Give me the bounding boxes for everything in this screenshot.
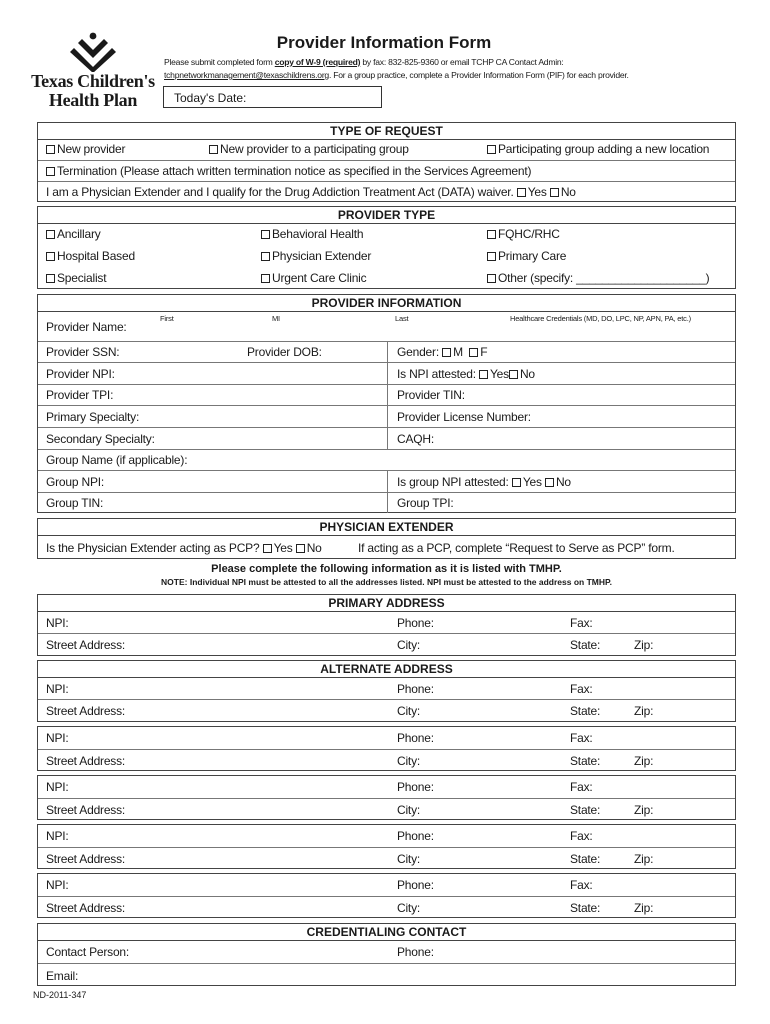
first-name-label: First xyxy=(160,314,174,323)
fax-field[interactable]: Fax: xyxy=(570,616,593,630)
state-field[interactable]: State: xyxy=(570,803,601,817)
instr-text-post: . For a group practice, complete a Provider Information Form (PIF) for each provider. xyxy=(328,70,629,80)
primary-address-section xyxy=(37,594,736,656)
yes-label: Yes xyxy=(489,367,509,381)
checkbox-no[interactable] xyxy=(509,370,518,379)
group-name-row xyxy=(38,449,735,470)
data-waiver-question xyxy=(46,185,576,199)
ptype-row-3 xyxy=(38,267,735,289)
credentials-label: Healthcare Credentials (MD, DO, LPC, NP, APN, PA, etc.) xyxy=(510,314,691,323)
fax-field[interactable]: Fax: xyxy=(570,731,593,745)
city-field[interactable]: City: xyxy=(397,803,421,817)
alternate-address-block xyxy=(37,726,736,771)
state-field[interactable]: State: xyxy=(570,704,601,718)
section-title: PROVIDER TYPE xyxy=(38,207,735,224)
street-address-field[interactable]: Street Address: xyxy=(46,704,126,718)
address-row-npi xyxy=(38,677,735,699)
fax-field[interactable]: Fax: xyxy=(570,829,593,843)
phone-field[interactable]: Phone: xyxy=(397,731,434,745)
section-title: CREDENTIALING CONTACT xyxy=(38,924,735,941)
npi-field[interactable]: NPI: xyxy=(46,731,69,745)
tch-logo-icon xyxy=(68,30,118,72)
checkbox-no[interactable] xyxy=(550,188,559,197)
todays-date-label: Today's Date: xyxy=(174,91,247,105)
group-npi-attested-label: Is group NPI attested: xyxy=(397,475,509,489)
street-address-field[interactable]: Street Address: xyxy=(46,852,126,866)
section-title: ALTERNATE ADDRESS xyxy=(38,661,735,678)
address-row-street xyxy=(38,633,735,656)
option-label: Other (specify: ____________________) xyxy=(498,271,710,285)
provider-information-section xyxy=(37,294,736,513)
credentialing-contact-section xyxy=(37,923,736,986)
no-label: No xyxy=(306,541,322,555)
yes-label: Yes xyxy=(527,185,547,199)
termination-option[interactable] xyxy=(46,164,531,178)
option-label: Specialist xyxy=(57,271,107,285)
provider-tpi-field[interactable]: Provider TPI: xyxy=(46,388,114,402)
mi-label: MI xyxy=(272,314,280,323)
phone-field[interactable]: Phone: xyxy=(397,616,434,630)
contact-phone-field[interactable]: Phone: xyxy=(397,945,434,959)
behavioral-health-option[interactable] xyxy=(261,227,363,241)
checkbox[interactable] xyxy=(261,274,270,283)
specialist-option[interactable] xyxy=(46,271,106,285)
form-title: Provider Information Form xyxy=(276,33,492,52)
pcp-question xyxy=(46,541,322,555)
address-row-npi xyxy=(38,825,735,847)
checkbox-yes[interactable] xyxy=(479,370,488,379)
provider-name-row[interactable] xyxy=(38,311,735,336)
address-row-street xyxy=(38,798,735,820)
hospital-based-option[interactable] xyxy=(46,249,135,263)
npi-field[interactable]: NPI: xyxy=(46,682,69,696)
ancillary-option[interactable] xyxy=(46,227,101,241)
alternate-address-block xyxy=(37,775,736,820)
option-label: New provider xyxy=(57,142,126,156)
section-title: PROVIDER INFORMATION xyxy=(38,295,735,312)
state-field[interactable]: State: xyxy=(570,638,601,652)
npi-attestation-note: NOTE: Individual NPI must be attested to all the addresses listed. NPI must be attested to the address on TMHP. xyxy=(161,577,612,587)
address-row-npi xyxy=(38,874,735,896)
urgent-care-option[interactable] xyxy=(261,271,366,285)
checkbox[interactable] xyxy=(261,252,270,261)
alternate-address-block xyxy=(37,873,736,918)
provider-type-section xyxy=(37,206,736,289)
checkbox[interactable] xyxy=(46,252,55,261)
group-tpi-field[interactable]: Group TPI: xyxy=(397,496,454,510)
address-row-npi xyxy=(38,727,735,749)
fqhc-rhc-option[interactable] xyxy=(487,227,560,241)
group-tin-field[interactable]: Group TIN: xyxy=(46,496,104,510)
caqh-field[interactable]: CAQH: xyxy=(397,432,435,446)
contact-email-field[interactable]: Email: xyxy=(46,969,79,983)
option-label: Primary Care xyxy=(498,249,567,263)
no-label: No xyxy=(555,475,571,489)
checkbox[interactable] xyxy=(487,274,496,283)
section-title: TYPE OF REQUEST xyxy=(38,123,735,140)
option-label: Ancillary xyxy=(57,227,101,241)
checkbox-yes[interactable] xyxy=(512,478,521,487)
logo-name-line1: Texas Children's xyxy=(31,71,155,91)
gender-label: Gender: xyxy=(397,345,439,359)
provider-name-label: Provider Name: xyxy=(46,320,127,334)
npi-field[interactable]: NPI: xyxy=(46,878,69,892)
zip-field[interactable]: Zip: xyxy=(634,803,654,817)
zip-field[interactable]: Zip: xyxy=(634,901,654,915)
instructions xyxy=(164,56,754,82)
provider-tin-field[interactable]: Provider TIN: xyxy=(397,388,465,402)
alternate-address-block xyxy=(37,824,736,869)
request-row-1 xyxy=(38,139,735,160)
street-address-field[interactable]: Street Address: xyxy=(46,901,126,915)
new-provider-to-group-option[interactable] xyxy=(209,142,409,156)
instr-text-mid: by fax: 832-825-9360 or email TCHP CA Contact Admin: xyxy=(360,57,564,67)
zip-field[interactable]: Zip: xyxy=(634,704,654,718)
checkbox-no[interactable] xyxy=(545,478,554,487)
instr-text: Please submit completed form xyxy=(164,57,275,67)
city-field[interactable]: City: xyxy=(397,901,421,915)
phone-field[interactable]: Phone: xyxy=(397,878,434,892)
section-title: PRIMARY ADDRESS xyxy=(38,595,735,612)
zip-field[interactable]: Zip: xyxy=(634,852,654,866)
tmhp-instruction: Please complete the following information as it is listed with TMHP. xyxy=(211,563,562,575)
checkbox[interactable] xyxy=(487,230,496,239)
gender-field xyxy=(397,345,487,359)
section-title: PHYSICIAN EXTENDER xyxy=(38,519,735,536)
checkbox-f[interactable] xyxy=(469,348,478,357)
contact-person-row xyxy=(38,940,735,963)
checkbox-yes[interactable] xyxy=(517,188,526,197)
question-label: I am a Physician Extender and I qualify for the Drug Addiction Treatment Act (DATA) waiver. xyxy=(46,185,514,199)
logo xyxy=(28,30,158,110)
f-label: F xyxy=(480,345,488,359)
option-label: Behavioral Health xyxy=(272,227,364,241)
license-number-field[interactable]: Provider License Number: xyxy=(397,410,531,424)
contact-person-field[interactable]: Contact Person: xyxy=(46,945,130,959)
checkbox[interactable] xyxy=(261,230,270,239)
primary-specialty-field[interactable]: Primary Specialty: xyxy=(46,410,140,424)
npi-attested-label: Is NPI attested: xyxy=(397,367,476,381)
option-label: Physician Extender xyxy=(272,249,372,263)
column-divider xyxy=(387,470,388,513)
option-label: Urgent Care Clinic xyxy=(272,271,367,285)
checkbox-yes[interactable] xyxy=(263,544,272,553)
type-of-request-section xyxy=(37,122,736,202)
group-npi-attested-field xyxy=(397,475,571,489)
state-field[interactable]: State: xyxy=(570,852,601,866)
no-label: No xyxy=(560,185,576,199)
street-address-field[interactable]: Street Address: xyxy=(46,638,126,652)
zip-field[interactable]: Zip: xyxy=(634,638,654,652)
no-label: No xyxy=(519,367,535,381)
yes-label: Yes xyxy=(273,541,293,555)
state-field[interactable]: State: xyxy=(570,901,601,915)
zip-field[interactable]: Zip: xyxy=(634,754,654,768)
city-field[interactable]: City: xyxy=(397,704,421,718)
checkbox[interactable] xyxy=(46,274,55,283)
npi-field[interactable]: NPI: xyxy=(46,829,69,843)
checkbox[interactable] xyxy=(487,145,496,154)
checkbox[interactable] xyxy=(46,167,55,176)
physician-extender-option[interactable] xyxy=(261,249,371,263)
state-field[interactable]: State: xyxy=(570,754,601,768)
street-address-field[interactable]: Street Address: xyxy=(46,754,126,768)
city-field[interactable]: City: xyxy=(397,638,421,652)
pcp-note: If acting as a PCP, complete “Request to Serve as PCP” form. xyxy=(358,541,675,555)
npi-field[interactable]: NPI: xyxy=(46,780,69,794)
new-provider-option[interactable] xyxy=(46,142,125,156)
checkbox-no[interactable] xyxy=(296,544,305,553)
checkbox-m[interactable] xyxy=(442,348,451,357)
secondary-specialty-field[interactable]: Secondary Specialty: xyxy=(46,432,155,446)
address-row-street xyxy=(38,749,735,771)
provider-npi-field[interactable]: Provider NPI: xyxy=(46,367,115,381)
address-row-street xyxy=(38,896,735,918)
contact-email-link[interactable]: tchpnetworkmanagement@texaschildrens.org xyxy=(164,70,329,80)
dob-field[interactable]: Provider DOB: xyxy=(247,345,322,359)
group-adding-location-option[interactable] xyxy=(487,142,709,156)
street-address-field[interactable]: Street Address: xyxy=(46,803,126,817)
fax-field[interactable]: Fax: xyxy=(570,780,593,794)
checkbox[interactable] xyxy=(46,145,55,154)
primary-care-option[interactable] xyxy=(487,249,566,263)
checkbox[interactable] xyxy=(487,252,496,261)
group-npi-field[interactable]: Group NPI: xyxy=(46,475,105,489)
m-label: M xyxy=(453,345,463,359)
ptype-row-1 xyxy=(38,223,735,245)
pcp-question-row xyxy=(38,535,735,559)
form-id: ND-2011-347 xyxy=(33,990,87,1000)
npi-attested-field xyxy=(397,367,535,381)
other-option[interactable] xyxy=(487,271,709,285)
city-field[interactable]: City: xyxy=(397,852,421,866)
address-row-npi xyxy=(38,776,735,798)
option-label: Hospital Based xyxy=(57,249,135,263)
physician-extender-section xyxy=(37,518,736,559)
ssn-field[interactable]: Provider SSN: xyxy=(46,345,120,359)
todays-date-field[interactable] xyxy=(163,86,382,108)
logo-name-line2: Health Plan xyxy=(48,90,138,110)
phone-field[interactable]: Phone: xyxy=(397,682,434,696)
fax-field[interactable]: Fax: xyxy=(570,682,593,696)
option-label: Participating group adding a new location xyxy=(498,142,710,156)
question-label: Is the Physician Extender acting as PCP? xyxy=(46,541,260,555)
npi-field[interactable]: NPI: xyxy=(46,616,69,630)
request-row-2 xyxy=(38,160,735,181)
option-label: FQHC/RHC xyxy=(498,227,560,241)
ptype-row-2 xyxy=(38,245,735,267)
column-divider xyxy=(387,341,388,449)
checkbox[interactable] xyxy=(46,230,55,239)
phone-field[interactable]: Phone: xyxy=(397,829,434,843)
fax-field[interactable]: Fax: xyxy=(570,878,593,892)
alternate-address-section xyxy=(37,660,736,722)
group-name-field[interactable]: Group Name (if applicable): xyxy=(46,453,188,467)
yes-label: Yes xyxy=(522,475,542,489)
address-row-npi xyxy=(38,611,735,633)
last-name-label: Last xyxy=(395,314,409,323)
address-row-street xyxy=(38,699,735,722)
checkbox[interactable] xyxy=(209,145,218,154)
option-label: New provider to a participating group xyxy=(220,142,409,156)
phone-field[interactable]: Phone: xyxy=(397,780,434,794)
option-label: Termination (Please attach written termination notice as specified in the Services Agreement) xyxy=(57,164,532,178)
city-field[interactable]: City: xyxy=(397,754,421,768)
address-row-street xyxy=(38,847,735,869)
request-row-3 xyxy=(38,181,735,202)
w9-requirement: copy of W-9 (required) xyxy=(274,57,361,67)
contact-email-row xyxy=(38,963,735,986)
